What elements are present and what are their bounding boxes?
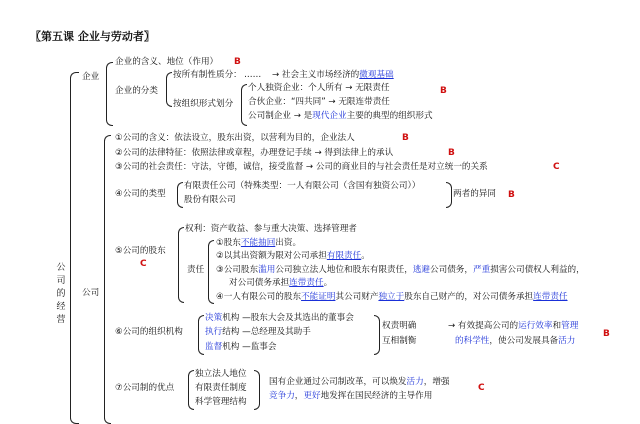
qiye-meaning: 企业的含义、地位（作用） (115, 57, 219, 67)
duty-4: ④一人有限公司的股东不能证明其公司财产独立于股东自己财产的，对公司债务承担连带责任 (216, 292, 568, 302)
item7-mark: C (478, 383, 485, 393)
item6-mark: B (603, 329, 610, 339)
duty-brace (208, 240, 214, 304)
duty-1: ①股东不能抽回出资。 (216, 238, 302, 248)
company-enterprise: 公司制企业 → 是现代企业主要的典型的组织形式 (248, 111, 433, 121)
classify-brace (166, 72, 172, 107)
adv-result-line1: 国有企业通过公司制改革，可以焕发活力，增强 (269, 377, 450, 387)
types-diff: 两者的异同 (453, 189, 496, 199)
types-close-brace (446, 182, 452, 208)
company-types-label: ④公司的类型 (115, 189, 166, 199)
item2-mark: B (448, 148, 455, 158)
qiye-meaning-mark: B (234, 57, 241, 67)
org-brace (198, 315, 204, 355)
adv-limited-liability: 有限责任制度 (195, 383, 247, 393)
sole-proprietorship: 个人独资企业：个人所有 → 无限责任 (248, 83, 390, 93)
by-ownership: 按所有制性质分： (173, 70, 242, 80)
adv-scientific-management: 科学管理结构 (195, 397, 247, 407)
qiye-brace (106, 62, 113, 126)
shareholder-rights: 权利：资产收益、参与重大决策、选择管理者 (185, 224, 357, 234)
item5-mark: C (140, 259, 147, 269)
duty-label: 责任 (187, 265, 205, 275)
by-form: 按组织形式划分 (173, 99, 234, 109)
limited-liability-company: 有限责任公司（特殊类型：一人有限公司（含国有独资公司）） (184, 181, 421, 191)
org-result-line1: → 有效提高公司的运行效率和管理 (448, 321, 579, 331)
duty-2: ②以其出资额为限对公司承担有限责任。 (216, 251, 370, 261)
ownership-dots: …… (244, 70, 262, 80)
item1-mark: B (402, 133, 409, 143)
root-vertical-title: 公司的经营 (56, 263, 66, 325)
page-title: 〖第五课 企业与劳动者〗 (30, 30, 155, 43)
item3-mark: C (553, 162, 560, 172)
company-social-responsibility: ③公司的社会责任：守法，守德，诚信，接受监督 → 公司的商业目的与社会责任是对立统一的关系 (115, 162, 488, 172)
qiye-classify: 企业的分类 (115, 86, 158, 96)
org-result-line2: 的科学性，使公司发展具备活力 (455, 336, 576, 346)
org-decision: 决策机构 —股东大会及其选出的董事会 (205, 313, 354, 323)
node-qiye: 企业 (82, 72, 100, 82)
company-meaning: ①公司的含义：依法设立，股东出资，以营利为目的，企业法人 (115, 133, 355, 143)
org-clear-responsibility: 权责明确 (382, 321, 417, 331)
company-legal-features: ②公司的法律特征：依照法律或章程，办理登记手续 → 得到法律上的承认 (115, 148, 394, 158)
adv-independent-legal: 独立法人地位 (195, 369, 247, 379)
node-gongsi: 公司 (82, 288, 100, 298)
org-close-brace (374, 315, 380, 355)
root-brace (70, 72, 79, 424)
adv-result-line2: 竞争力，更好地发挥在国民经济的主导作用 (269, 391, 433, 401)
org-supervision: 监督机构 —监事会 (205, 342, 277, 352)
types-brace (177, 182, 183, 208)
partnership: 合伙企业：“四共同” → 无限连带责任 (248, 97, 390, 107)
duty-3: ③公司股东滥用公司独立法人地位和股东有限责任，逃避公司债务，严重损害公司债权人利益的， (216, 265, 585, 275)
org-checks-balances: 互相制衡 (382, 336, 417, 346)
gongsi-brace (104, 135, 111, 424)
advantages-brace (188, 370, 194, 410)
socialist-economy: → 社会主义市场经济的微观基础 (272, 70, 394, 80)
item4-mark: B (508, 190, 515, 200)
advantages-label: ⑦公司制的优点 (115, 383, 175, 393)
form-brace (241, 84, 247, 126)
form-mark: B (440, 86, 447, 96)
duty-3-line2: 对公司债务承担连带责任。 (229, 278, 333, 288)
shareholders-label: ⑤公司的股东 (115, 246, 166, 256)
org-structure-label: ⑥公司的组织机构 (115, 327, 183, 337)
shareholders-brace (178, 227, 184, 303)
org-execution: 执行结构 —总经理及其助手 (205, 327, 311, 337)
joint-stock-company: 股份有限公司 (184, 195, 236, 205)
advantages-close-brace (254, 370, 260, 410)
